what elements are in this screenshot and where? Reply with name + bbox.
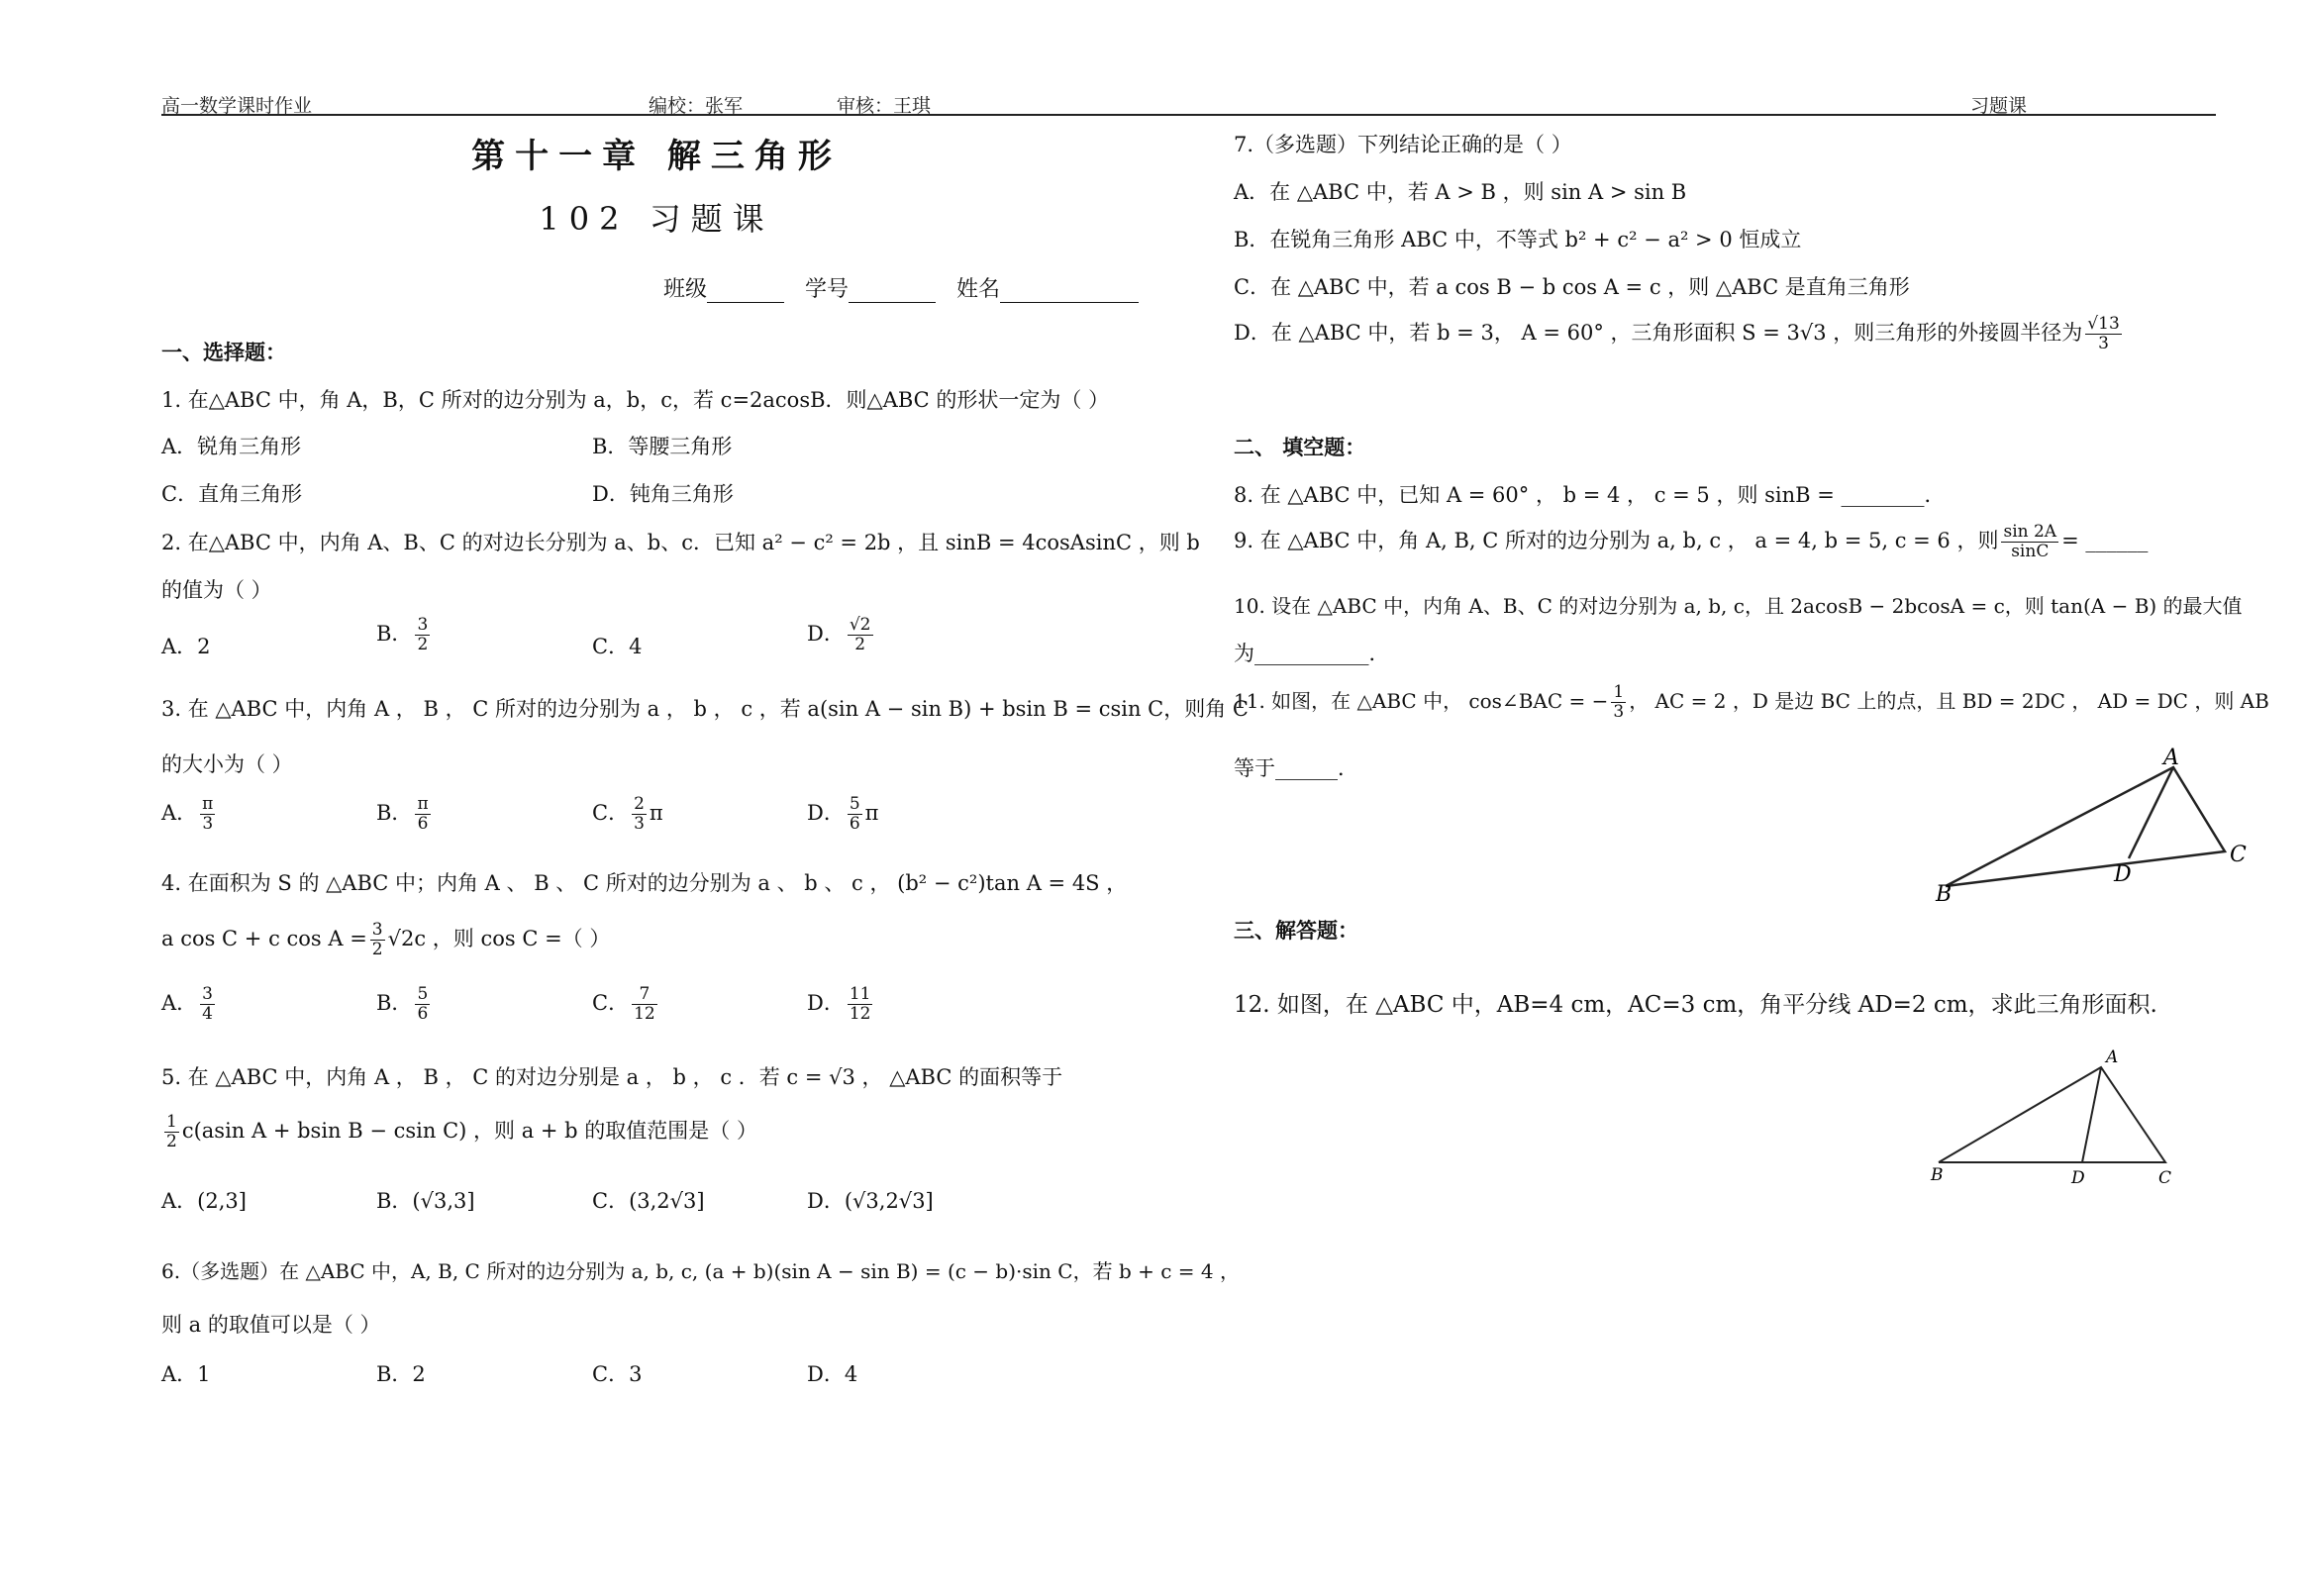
q9-a: 9. 在 △ABC 中，角 A, B, C 所对的边分别为 a, b, c ， a = 4, b = 5, c = 6 ，则 [1234,529,1999,552]
q9-b: = ______ [2061,529,2149,552]
q10-line1: 10. 设在 △ABC 中，内角 A、B、C 的对边分别为 a, b, c，且 2acosB − 2bcosA = c，则 tan(A − B) 的最大值 [1234,594,2243,618]
q12-bisector-ad [2082,1067,2101,1162]
q3-d-label: D． [807,801,845,825]
q4-d-label: D． [807,991,845,1015]
q5-option-c[interactable]: C．(3,2√3] [592,1189,705,1213]
q11-den: 3 [1613,702,1625,722]
q2-line1: 2. 在△ABC 中，内角 A、B、C 的对边长分别为 a、b、c．已知 a² − c² = 2b ，且 sinB = 4cosAsinC ，则 b [161,531,1200,554]
q3-line2: 的大小为（ ） [161,752,293,776]
q4-c-den: 12 [634,1004,655,1024]
header-right: 习题课 [1970,95,2028,117]
q4-line2-num: 3 [371,920,383,940]
q5-line1: 5. 在 △ABC 中，内角 A ， B ， C 的对边分别是 a ， b ， c ．若 c = √3 ， △ABC 的面积等于 [161,1065,1063,1089]
q4-c-label: C． [592,991,630,1015]
q1-option-a[interactable]: A．锐角三角形 [161,435,302,458]
q11-triangle [1946,767,2225,886]
q2-option-b-label: B． [376,622,413,646]
q2-d-num: √2 [849,615,871,635]
q6-option-a[interactable]: A．1 [161,1362,211,1386]
q7-d-text: D．在 △ABC 中，若 b = 3， A = 60° ，三角形面积 S = 3√3 ，则三角形的外接圆半径为 [1234,321,2083,345]
figure-q12 [1939,1067,2165,1162]
q1-text: 1. 在△ABC 中，角 A，B，C 所对的边分别为 a，b，c，若 c=2acosB．则△ABC 的形状一定为（ ） [161,388,1110,412]
id-label: 学号 [805,277,850,302]
q6-option-b[interactable]: B．2 [376,1362,426,1386]
q11-line2: 等于______． [1234,756,1358,780]
q4-b-den: 6 [417,1004,429,1024]
q9-den: sinC [2011,542,2050,561]
section-choice: 一、选择题： [161,340,286,364]
q3-c-pi: π [649,801,663,825]
q3-b-den: 6 [417,814,429,834]
header-left: 高一数学课时作业 [161,95,313,117]
q4-b-label: B． [376,991,413,1015]
page-title: 第十一章 解三角形 [471,137,842,176]
q2-option-c[interactable]: C．4 [592,635,643,658]
q3-a-label: A． [161,801,198,825]
q2-d-den: 2 [854,635,866,654]
q12-label-a: A [2106,1047,2119,1067]
section-solve: 三、解答题： [1234,918,1358,943]
q4-d-num: 11 [849,984,871,1004]
q5-half-num: 1 [166,1112,177,1132]
q3-b-num: π [417,794,429,814]
q4-a-num: 3 [202,984,213,1004]
q2-line2: 的值为（ ） [161,578,272,602]
q12-text: 12. 如图，在 △ABC 中，AB=4 cm，AC=3 cm，角平分线 AD=2 cm，求此三角形面积. [1234,992,2157,1018]
q7-option-a[interactable]: A．在 △ABC 中，若 A > B ，则 sin A > sin B [1234,180,1687,204]
q2-option-a[interactable]: A．2 [161,635,211,658]
q12-label-d: D [2071,1168,2085,1188]
q4-c-num: 7 [632,985,657,1005]
q4-line2-b: √2c ，则 cos C =（ ） [387,927,611,950]
q4-a-label: A． [161,991,198,1015]
q4-a-den: 4 [202,1004,213,1024]
q7-d-den: 3 [2098,334,2109,353]
q2-b-num: 3 [417,615,429,635]
q7-d-num: √13 [2087,314,2120,334]
q5-option-b[interactable]: B．(√3,3] [376,1189,475,1213]
class-label: 班级 [663,277,708,302]
q7-option-c[interactable]: C．在 △ABC 中，若 a cos B − b cos A = c ，则 △ABC 是直角三角形 [1234,275,1910,299]
q11-label-a: A [2163,746,2179,770]
q4-b-num: 5 [417,984,429,1004]
q6-line2: 则 a 的取值可以是（ ） [161,1313,381,1337]
q3-b-label: B． [376,801,413,825]
q12-label-b: B [1931,1165,1944,1185]
q3-a-den: 3 [202,814,214,834]
q8-text: 8. 在 △ABC 中，已知 A = 60° ， b = 4 ， c = 5 ，则 sinB = ________． [1234,483,1946,507]
q6-line1: 6.（多选题）在 △ABC 中，A, B, C 所对的边分别为 a, b, c, (a + b)(sin A − sin B) = (c − b)·sin C，若 b + c = 4 ， [161,1259,1240,1283]
q1-option-b[interactable]: B．等腰三角形 [592,435,733,458]
page-subtitle: 102 习题课 [539,200,774,238]
q3-line1: 3. 在 △ABC 中，内角 A ， B ， C 所对的边分别为 a ， b ， c ，若 a(sin A − sin B) + bsin B = csin C，则角 C [161,697,1249,721]
q10-line2: 为___________． [1234,642,1390,665]
q11-num: 1 [1613,682,1625,702]
q9-num: sin 2A [2003,522,2057,542]
q6-option-d[interactable]: D．4 [807,1362,858,1386]
q12-label-c: C [2158,1168,2172,1188]
q11-label-d: D [2114,862,2132,887]
header-editor: 编校：张军 [649,95,744,117]
q7-line1: 7.（多选题）下列结论正确的是（ ） [1234,133,1572,156]
name-label: 姓名 [956,277,1001,302]
q5-option-d[interactable]: D．(√3,2√3] [807,1189,934,1213]
q7-option-b[interactable]: B．在锐角三角形 ABC 中，不等式 b² + c² − a² > 0 恒成立 [1234,228,1802,251]
q6-option-c[interactable]: C．3 [592,1362,643,1386]
q3-c-label: C． [592,801,630,825]
q4-line1: 4. 在面积为 S 的 △ABC 中；内角 A 、 B 、 C 所对的边分别为 a 、 b 、 c ， (b² − c²)tan A = 4S ， [161,871,1128,895]
q11-label-c: C [2230,843,2247,867]
q3-d-den: 6 [849,814,860,834]
q3-c-num: 2 [634,794,645,814]
q11-a: 11. 如图，在 △ABC 中， cos∠BAC = − [1234,689,1609,713]
q1-option-c[interactable]: C．直角三角形 [161,482,303,506]
q11-segment-ad [2129,767,2173,858]
q3-d-pi: π [864,801,879,825]
q4-d-den: 12 [849,1004,871,1024]
section-fill: 二、 填空题： [1234,435,1366,459]
q2-b-den: 2 [417,635,429,654]
q5-line2-text: c(asin A + bsin B − csin C) ，则 a + b 的取值范围是（ ） [181,1119,757,1143]
q3-a-num: π [202,794,214,814]
figure-q11 [1946,767,2225,886]
q3-c-den: 3 [634,814,645,834]
q11-label-b: B [1936,882,1953,907]
q5-half-den: 2 [166,1132,177,1151]
q4-line2-den: 2 [371,940,383,959]
q3-d-num: 5 [849,794,860,814]
q11-b: ， AC = 2 ，D 是边 BC 上的点，且 BD = 2DC ， AD = DC ，则 AB [1629,689,2269,713]
q1-option-d[interactable]: D．钝角三角形 [592,482,734,506]
q12-triangle [1939,1067,2165,1162]
q5-option-a[interactable]: A．(2,3] [161,1189,247,1213]
header-reviewer: 审核：王琪 [837,95,932,117]
q4-line2-a: a cos C + c cos A = [161,927,367,950]
q2-option-d-label: D． [807,622,845,646]
